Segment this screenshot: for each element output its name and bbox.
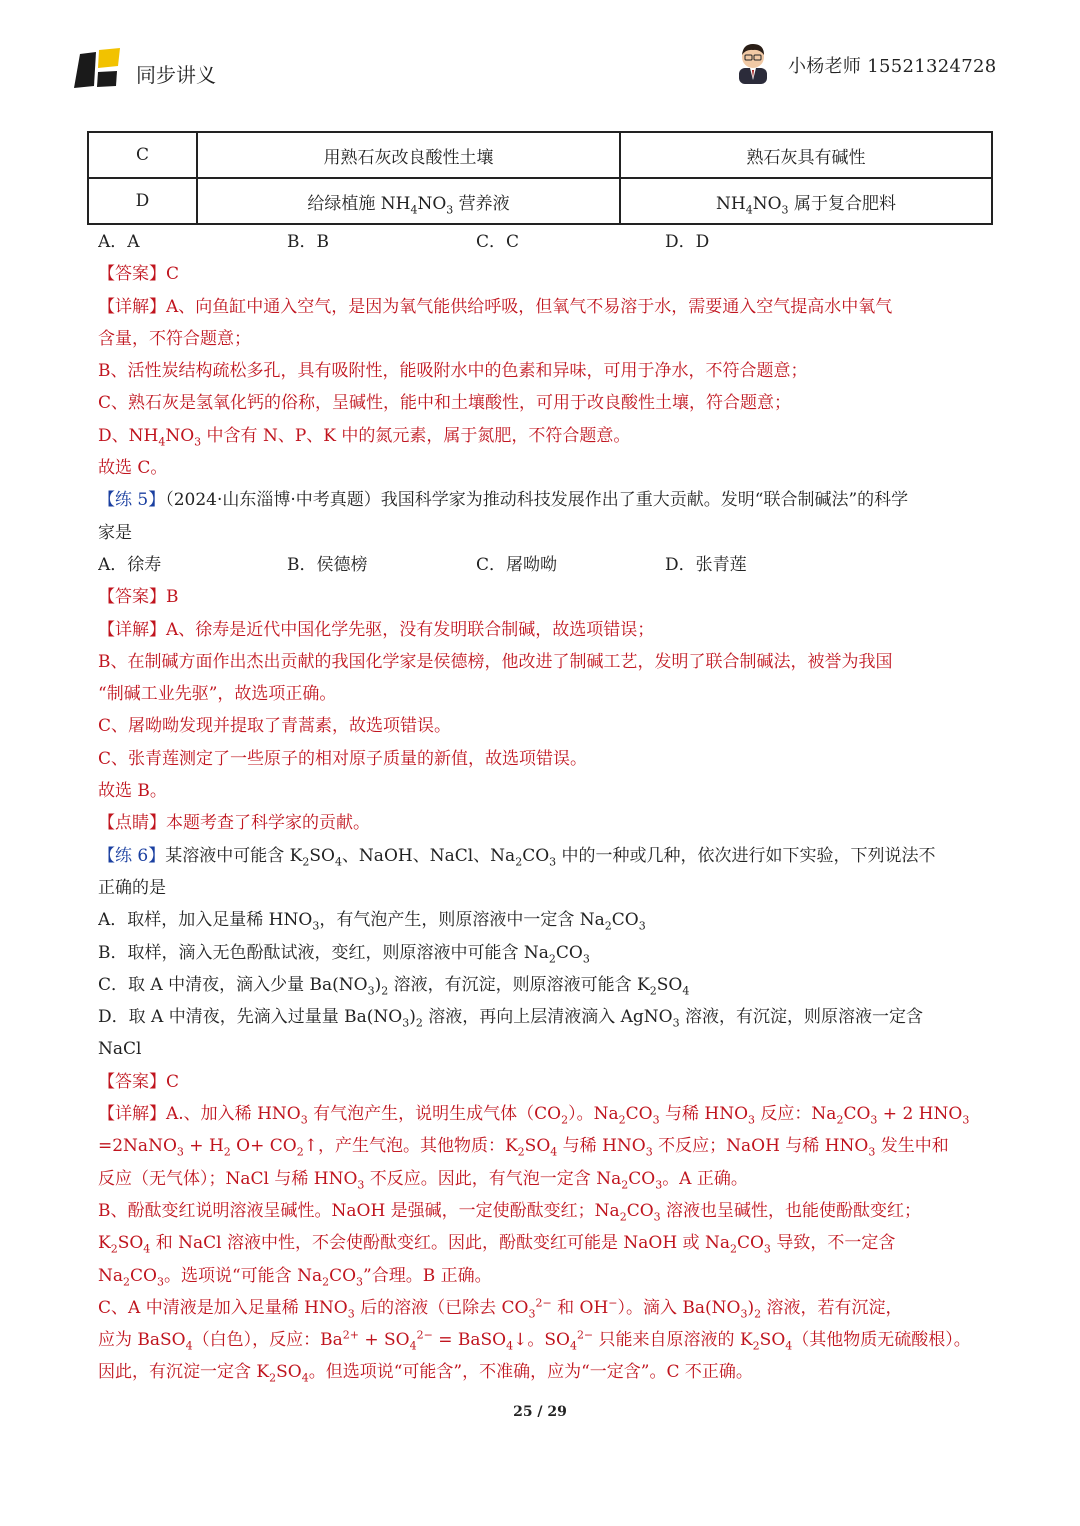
table-cell-reason: $NH_4NO_3$ 属于复合肥料 [620, 178, 992, 224]
table-cell-use: 给绿植施 $NH_4NO_3$ 营养液 [197, 178, 620, 224]
q6-detail-line: 因此，有沉淀一定含 $K_2SO_4$。但选项说“可能含”，不准确，应为“一定含”。C 不正确。 [98, 1362, 753, 1385]
option-c: C．屠呦呦 [476, 554, 558, 575]
q6-detail-line: 【详解】A.、加入稀 $HNO_3$ 有气泡产生，说明生成气体$(CO_2)$。$Na_2CO_3$ 与稀 $HNO_3$ 反应：$Na_2CO_3 + 2$ $HNO_3$ [98, 1104, 970, 1127]
table-cell-key: C [88, 132, 197, 178]
q6-stem: 【练 6】某溶液中可能含 $K_2SO_4$、NaOH、NaCl、$Na_2CO_3$ 中的一种或几种，依次进行如下实验，下列说法不 [98, 845, 936, 869]
q6-option-a: A．取样，加入足量稀 $HNO_3$，有气泡产生，则原溶液中一定含 $Na_2CO_3$ [98, 910, 646, 933]
q6-stem-cont: 正确的是 [98, 877, 166, 898]
option-a: A．A [98, 232, 140, 252]
q6-detail-line: $K_2SO_4$ 和 NaCl 溶液中性，不会使酚酞变红。因此，酚酞变红可能是 NaOH 或 $Na_2CO_3$ 导致，不一定含 [98, 1233, 896, 1256]
q6-option-d-cont: NaCl [98, 1039, 142, 1060]
option-b: B．B [287, 232, 329, 252]
q5-detail-line: 故选 B。 [98, 781, 167, 802]
q4-answer: 【答案】C [98, 264, 180, 285]
option-d: D．张青莲 [665, 554, 747, 575]
q4-choose: 故选 C。 [98, 458, 168, 479]
q5-stem: 【练 5】（2024·山东淄博·中考真题）我国科学家为推动科技发展作出了重大贡献。发明“联合制碱法”的科学 [98, 490, 909, 511]
q5-stem-cont: 家是 [98, 522, 132, 543]
q6-detail-line: 反应（无气体）；NaCl 与稀 $HNO_3$ 不反应。因此，有气泡一定含 $Na_2CO_3$。A 正确。 [98, 1168, 748, 1191]
q5-detail-line: C、张青莲测定了一些原子的相对原子质量的新值，故选项错误。 [98, 748, 588, 769]
table-row [88, 132, 992, 178]
q6-option-c: C．取 A 中清夜，滴入少量 $Ba(NO_3)_2$ 溶液，有沉淀，则原溶液可能含 $K_2SO_4$ [98, 974, 690, 998]
page-number: 25 / 29 [513, 1404, 567, 1420]
q6-detail-line: =2NaNO$_3$ + $H_2$ $O+ CO_2↑$，产生气泡。其他物质：$K_2SO_4$ 与稀 $HNO_3$ 不反应；NaOH 与稀 $HNO_3$ 发生中和 [98, 1136, 949, 1159]
table-cell-use: 用熟石灰改良酸性土壤 [197, 132, 620, 178]
page-header [0, 0, 1080, 120]
q4-detail-line: 含量，不符合题意； [98, 328, 251, 349]
q5-answer: 【答案】B [98, 587, 179, 608]
brand-title: 同步讲义 [136, 63, 216, 87]
q4-options [98, 226, 984, 258]
option-a: A．徐寿 [98, 554, 162, 575]
teacher-contact: 小杨老师 15521324728 [788, 56, 997, 77]
table-cell-reason: 熟石灰具有碱性 [620, 132, 992, 178]
question-content [98, 226, 984, 1389]
q6-detail-line: B、酚酞变红说明溶液呈碱性。NaOH 是强碱，一定使酚酞变红；$Na_2CO_3$ 溶液也呈碱性，也能使酚酞变红； [98, 1200, 922, 1224]
q6-answer: 【答案】C [98, 1071, 180, 1092]
q5-options [98, 549, 984, 581]
q5-detail-line: 【详解】A、徐寿是近代中国化学先驱，没有发明联合制碱，故选项错误； [98, 619, 655, 640]
q6-option-b: B．取样，滴入无色酚酞试液，变红，则原溶液中可能含 $Na_2CO_3$ [98, 942, 590, 965]
q6-detail-line: 应为 BaSO$_4$（白色），反应：$Ba^{2+} + SO_4^{2-}$ = BaSO$_4$↓。$SO_4^{2-}$ 只能来自原溶液的 $K_2SO_4$（其他物质无硫酸根）。 [98, 1328, 971, 1353]
q5-comment: 【点睛】本题考查了科学家的贡献。 [98, 813, 370, 834]
q5-detail-line: C、屠呦呦发现并提取了青蒿素，故选项错误。 [98, 716, 452, 737]
q4-detail-line: 【详解】A、向鱼缸中通入空气，是因为氧气能供给呼吸，但氧气不易溶于水，需要通入空气提高水中氧气 [98, 296, 893, 317]
option-d: D．D [665, 232, 710, 252]
q6-tag: 【练 6】 [98, 845, 166, 866]
q4-detail-line: B、活性炭结构疏松多孔，具有吸附性，能吸附水中的色素和异味，可用于净水，不符合题意； [98, 361, 808, 382]
option-b: B．侯德榜 [287, 554, 368, 575]
q6-detail-line: C、A 中清液是加入足量稀 $HNO_3$ 后的溶液（已除去 $CO_3^{2-}$ 和 OH−）。滴入 $Ba(NO_3)_2$ 溶液，若有沉淀， [98, 1296, 903, 1321]
teacher-avatar-icon [733, 40, 773, 84]
logo-icon [70, 46, 126, 92]
q5-detail-line: “制碱工业先驱”，故选项正确。 [98, 684, 337, 705]
q4-detail-line: C、熟石灰是氢氧化钙的俗称，呈碱性，能中和土壤酸性，可用于改良酸性土壤，符合题意； [98, 393, 792, 414]
table-cell-key: D [88, 178, 197, 224]
q5-tag: 【练 5】 [98, 490, 166, 511]
q6-option-d: D．取 A 中清夜，先滴入过量量 $Ba(NO_3)_2$ 溶液，再向上层清液滴入 AgNO$_3$ 溶液，有沉淀，则原溶液一定含 [98, 1007, 924, 1030]
options-table [87, 131, 993, 225]
q4-detail-line: D、$NH_4NO_3$ 中含有 N、P、K 中的氮元素，属于氮肥，不符合题意。 [98, 425, 631, 449]
q6-detail-line: $Na_2CO_3$。选项说“可能含 $Na_2CO_3$”合理。B 正确。 [98, 1265, 492, 1288]
option-c: C．C [476, 232, 520, 252]
table-row [88, 178, 992, 224]
q5-detail-line: B、在制碱方面作出杰出贡献的我国化学家是侯德榜，他改进了制碱工艺，发明了联合制碱法，被誉为我国 [98, 651, 893, 672]
